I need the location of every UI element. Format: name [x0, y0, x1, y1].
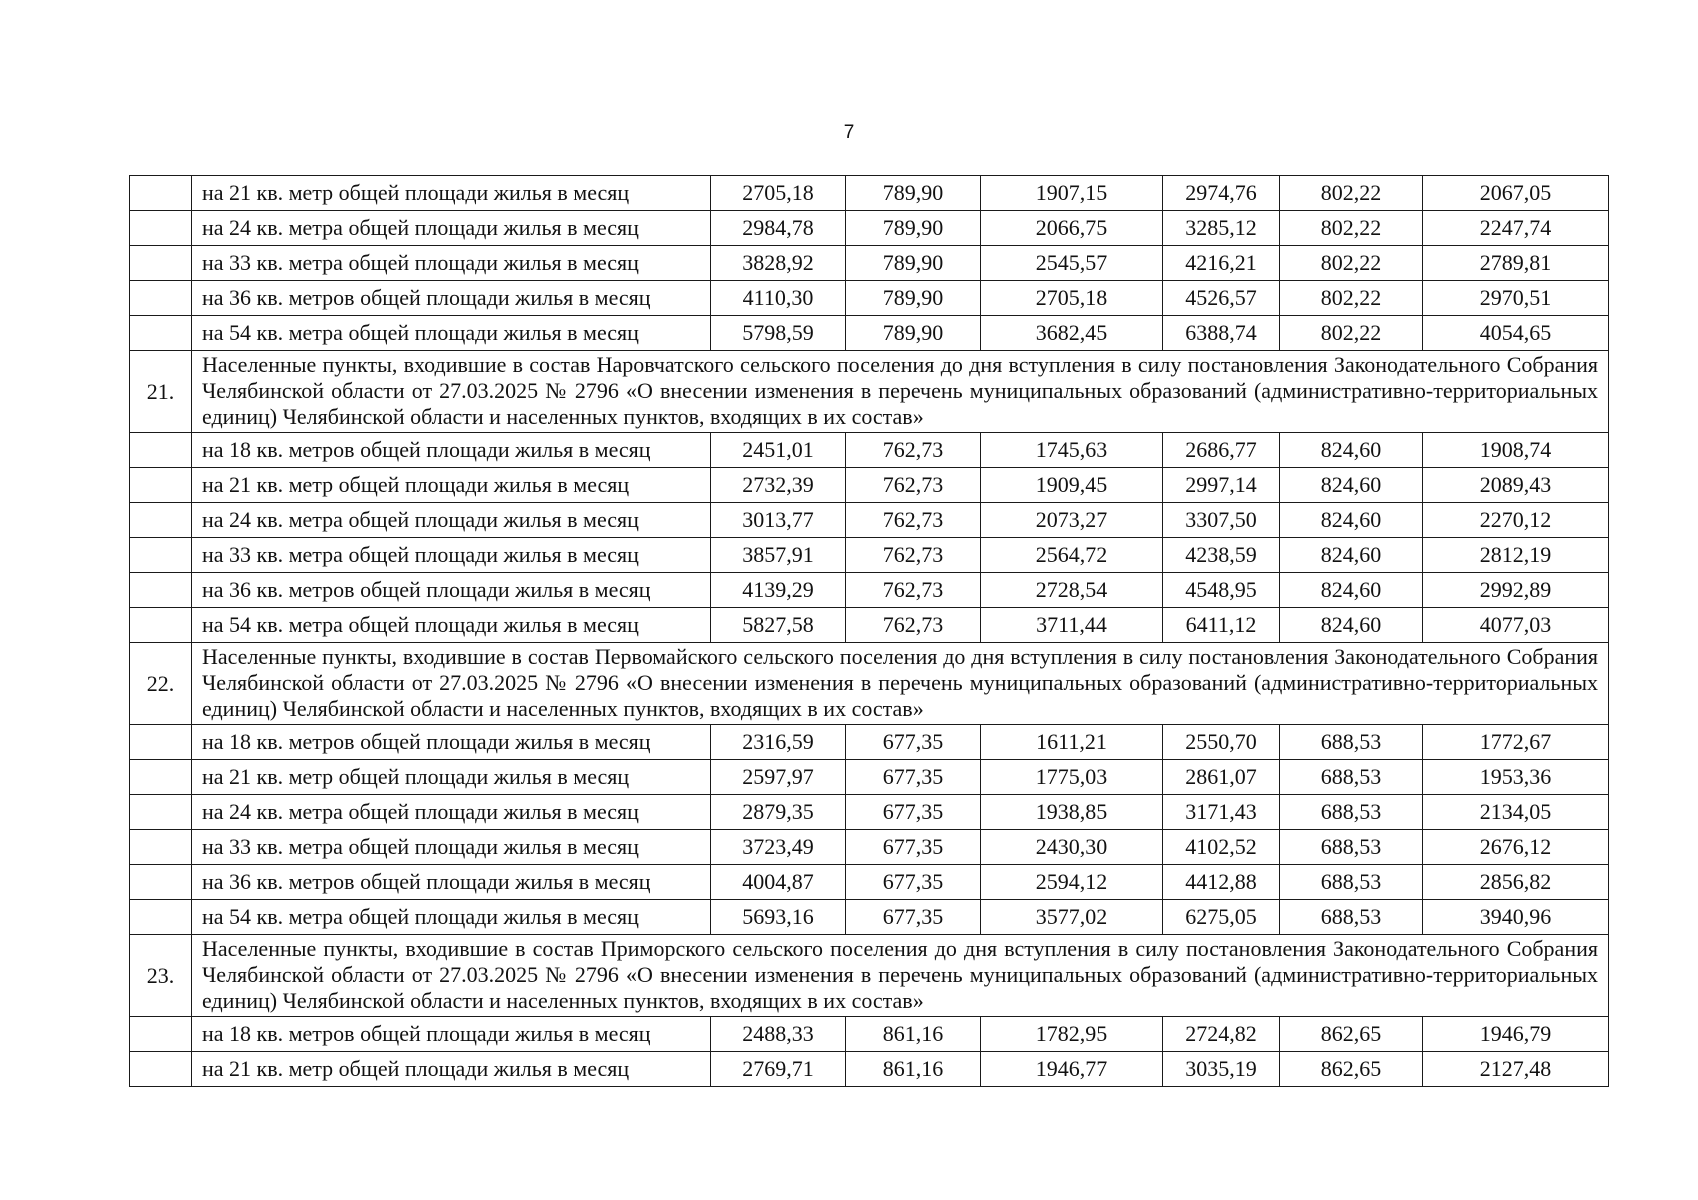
value-cell: 2856,82: [1423, 865, 1609, 900]
value-cell: 824,60: [1280, 538, 1423, 573]
row-number-cell: [130, 795, 192, 830]
row-number-cell: [130, 760, 192, 795]
row-label: на 24 кв. метра общей площади жилья в месяц: [192, 211, 711, 246]
value-cell: 861,16: [846, 1052, 981, 1087]
page-number: 7: [843, 122, 855, 143]
value-cell: 2550,70: [1163, 725, 1280, 760]
value-cell: 2127,48: [1423, 1052, 1609, 1087]
value-cell: 1772,67: [1423, 725, 1609, 760]
table-row: [130, 468, 1609, 503]
value-cell: 2705,18: [711, 176, 846, 211]
value-cell: 762,73: [846, 503, 981, 538]
row-label: на 36 кв. метров общей площади жилья в месяц: [192, 281, 711, 316]
value-cell: 762,73: [846, 538, 981, 573]
value-cell: 824,60: [1280, 503, 1423, 538]
section-header-row: [130, 351, 1609, 433]
value-cell: 3682,45: [981, 316, 1163, 351]
table-row: [130, 433, 1609, 468]
table-row: [130, 900, 1609, 935]
row-number-cell: [130, 281, 192, 316]
value-cell: 2089,43: [1423, 468, 1609, 503]
value-cell: 2724,82: [1163, 1017, 1280, 1052]
table-row: [130, 760, 1609, 795]
value-cell: 2789,81: [1423, 246, 1609, 281]
row-number-cell: [130, 211, 192, 246]
value-cell: 2564,72: [981, 538, 1163, 573]
value-cell: 688,53: [1280, 795, 1423, 830]
row-label: на 18 кв. метров общей площади жилья в месяц: [192, 1017, 711, 1052]
value-cell: 677,35: [846, 900, 981, 935]
value-cell: 2451,01: [711, 433, 846, 468]
table-row: [130, 538, 1609, 573]
table-row: [130, 316, 1609, 351]
value-cell: 2732,39: [711, 468, 846, 503]
value-cell: 6388,74: [1163, 316, 1280, 351]
table-row: [130, 281, 1609, 316]
value-cell: 4004,87: [711, 865, 846, 900]
row-label: на 36 кв. метров общей площади жилья в месяц: [192, 573, 711, 608]
value-cell: 677,35: [846, 795, 981, 830]
row-number-cell: [130, 433, 192, 468]
value-cell: 3723,49: [711, 830, 846, 865]
value-cell: 861,16: [846, 1017, 981, 1052]
value-cell: 2997,14: [1163, 468, 1280, 503]
value-cell: 762,73: [846, 433, 981, 468]
value-cell: 2594,12: [981, 865, 1163, 900]
value-cell: 1907,15: [981, 176, 1163, 211]
row-number-cell: [130, 468, 192, 503]
value-cell: 802,22: [1280, 211, 1423, 246]
value-cell: 789,90: [846, 176, 981, 211]
value-cell: 2705,18: [981, 281, 1163, 316]
value-cell: 3171,43: [1163, 795, 1280, 830]
value-cell: 688,53: [1280, 900, 1423, 935]
value-cell: 3857,91: [711, 538, 846, 573]
value-cell: 688,53: [1280, 830, 1423, 865]
section-title: Населенные пункты, входившие в состав Наровчатского сельского поселения до дня вступления в силу постановления Законодательного Собрания Челябинской области от 27.03.2025 № 2796 «О внесении изменения в перечень муниципальных образований (административно-территориальных единиц) Челябинской области и населенных пунктов, входящих в их состав»: [192, 351, 1609, 433]
row-label: на 24 кв. метра общей площади жилья в месяц: [192, 503, 711, 538]
row-label: на 18 кв. метров общей площади жилья в месяц: [192, 433, 711, 468]
value-cell: 1745,63: [981, 433, 1163, 468]
row-number-cell: [130, 725, 192, 760]
value-cell: 1953,36: [1423, 760, 1609, 795]
row-number-cell: [130, 538, 192, 573]
row-label: на 21 кв. метр общей площади жилья в месяц: [192, 760, 711, 795]
value-cell: 4102,52: [1163, 830, 1280, 865]
value-cell: 688,53: [1280, 725, 1423, 760]
row-label: на 24 кв. метра общей площади жилья в месяц: [192, 795, 711, 830]
value-cell: 677,35: [846, 830, 981, 865]
row-label: на 54 кв. метра общей площади жилья в месяц: [192, 608, 711, 643]
row-number-cell: [130, 900, 192, 935]
value-cell: 3940,96: [1423, 900, 1609, 935]
tariff-table: [129, 175, 1609, 1087]
row-label: на 54 кв. метра общей площади жилья в месяц: [192, 900, 711, 935]
table-row: [130, 503, 1609, 538]
value-cell: 2247,74: [1423, 211, 1609, 246]
table-row: [130, 1052, 1609, 1087]
row-number-cell: [130, 830, 192, 865]
table-row: [130, 246, 1609, 281]
value-cell: 1909,45: [981, 468, 1163, 503]
value-cell: 2686,77: [1163, 433, 1280, 468]
section-number: 22.: [130, 643, 192, 725]
table-row: [130, 608, 1609, 643]
value-cell: 3828,92: [711, 246, 846, 281]
value-cell: 824,60: [1280, 468, 1423, 503]
value-cell: 4077,03: [1423, 608, 1609, 643]
value-cell: 1775,03: [981, 760, 1163, 795]
value-cell: 2067,05: [1423, 176, 1609, 211]
value-cell: 4548,95: [1163, 573, 1280, 608]
value-cell: 1946,77: [981, 1052, 1163, 1087]
row-number-cell: [130, 1052, 192, 1087]
value-cell: 4526,57: [1163, 281, 1280, 316]
value-cell: 2861,07: [1163, 760, 1280, 795]
value-cell: 2992,89: [1423, 573, 1609, 608]
row-label: на 21 кв. метр общей площади жилья в месяц: [192, 468, 711, 503]
section-header-row: [130, 643, 1609, 725]
value-cell: 6411,12: [1163, 608, 1280, 643]
value-cell: 1938,85: [981, 795, 1163, 830]
value-cell: 2316,59: [711, 725, 846, 760]
value-cell: 1611,21: [981, 725, 1163, 760]
value-cell: 5798,59: [711, 316, 846, 351]
row-number-cell: [130, 865, 192, 900]
value-cell: 2270,12: [1423, 503, 1609, 538]
value-cell: 2545,57: [981, 246, 1163, 281]
row-label: на 21 кв. метр общей площади жилья в месяц: [192, 1052, 711, 1087]
value-cell: 2676,12: [1423, 830, 1609, 865]
table-row: [130, 176, 1609, 211]
value-cell: 1946,79: [1423, 1017, 1609, 1052]
value-cell: 2984,78: [711, 211, 846, 246]
value-cell: 677,35: [846, 760, 981, 795]
value-cell: 4412,88: [1163, 865, 1280, 900]
value-cell: 802,22: [1280, 246, 1423, 281]
value-cell: 862,65: [1280, 1052, 1423, 1087]
value-cell: 5827,58: [711, 608, 846, 643]
value-cell: 4238,59: [1163, 538, 1280, 573]
value-cell: 789,90: [846, 246, 981, 281]
value-cell: 1908,74: [1423, 433, 1609, 468]
value-cell: 802,22: [1280, 316, 1423, 351]
value-cell: 688,53: [1280, 865, 1423, 900]
table-row: [130, 830, 1609, 865]
value-cell: 3035,19: [1163, 1052, 1280, 1087]
value-cell: 762,73: [846, 468, 981, 503]
value-cell: 2812,19: [1423, 538, 1609, 573]
value-cell: 688,53: [1280, 760, 1423, 795]
table-row: [130, 1017, 1609, 1052]
value-cell: 1782,95: [981, 1017, 1163, 1052]
value-cell: 3711,44: [981, 608, 1163, 643]
row-number-cell: [130, 503, 192, 538]
table-row: [130, 795, 1609, 830]
value-cell: 824,60: [1280, 573, 1423, 608]
value-cell: 789,90: [846, 211, 981, 246]
value-cell: 3285,12: [1163, 211, 1280, 246]
value-cell: 2974,76: [1163, 176, 1280, 211]
value-cell: 3013,77: [711, 503, 846, 538]
value-cell: 762,73: [846, 608, 981, 643]
value-cell: 862,65: [1280, 1017, 1423, 1052]
section-title: Населенные пункты, входившие в состав Первомайского сельского поселения до дня вступления в силу постановления Законодательного Собрания Челябинской области от 27.03.2025 № 2796 «О внесении изменения в перечень муниципальных образований (административно-территориальных единиц) Челябинской области и населенных пунктов, входящих в их состав»: [192, 643, 1609, 725]
row-number-cell: [130, 176, 192, 211]
section-number: 21.: [130, 351, 192, 433]
table-row: [130, 211, 1609, 246]
value-cell: 4054,65: [1423, 316, 1609, 351]
row-number-cell: [130, 608, 192, 643]
value-cell: 789,90: [846, 316, 981, 351]
value-cell: 2728,54: [981, 573, 1163, 608]
row-number-cell: [130, 573, 192, 608]
value-cell: 6275,05: [1163, 900, 1280, 935]
value-cell: 2430,30: [981, 830, 1163, 865]
value-cell: 2970,51: [1423, 281, 1609, 316]
value-cell: 802,22: [1280, 281, 1423, 316]
value-cell: 802,22: [1280, 176, 1423, 211]
section-header-row: [130, 935, 1609, 1017]
table-body: [130, 176, 1609, 1087]
table-row: [130, 865, 1609, 900]
value-cell: 2488,33: [711, 1017, 846, 1052]
table-row: [130, 725, 1609, 760]
value-cell: 677,35: [846, 865, 981, 900]
value-cell: 3577,02: [981, 900, 1163, 935]
row-label: на 33 кв. метра общей площади жилья в месяц: [192, 538, 711, 573]
row-label: на 21 кв. метр общей площади жилья в месяц: [192, 176, 711, 211]
value-cell: 2879,35: [711, 795, 846, 830]
value-cell: 2769,71: [711, 1052, 846, 1087]
value-cell: 4216,21: [1163, 246, 1280, 281]
row-label: на 33 кв. метра общей площади жилья в месяц: [192, 830, 711, 865]
row-number-cell: [130, 246, 192, 281]
value-cell: 824,60: [1280, 608, 1423, 643]
value-cell: 2073,27: [981, 503, 1163, 538]
value-cell: 677,35: [846, 725, 981, 760]
row-label: на 18 кв. метров общей площади жилья в месяц: [192, 725, 711, 760]
value-cell: 2066,75: [981, 211, 1163, 246]
value-cell: 4110,30: [711, 281, 846, 316]
row-label: на 33 кв. метра общей площади жилья в месяц: [192, 246, 711, 281]
section-number: 23.: [130, 935, 192, 1017]
value-cell: 5693,16: [711, 900, 846, 935]
row-number-cell: [130, 1017, 192, 1052]
row-label: на 36 кв. метров общей площади жилья в месяц: [192, 865, 711, 900]
value-cell: 4139,29: [711, 573, 846, 608]
value-cell: 789,90: [846, 281, 981, 316]
value-cell: 762,73: [846, 573, 981, 608]
row-number-cell: [130, 316, 192, 351]
value-cell: 824,60: [1280, 433, 1423, 468]
value-cell: 2134,05: [1423, 795, 1609, 830]
value-cell: 2597,97: [711, 760, 846, 795]
value-cell: 3307,50: [1163, 503, 1280, 538]
row-label: на 54 кв. метра общей площади жилья в месяц: [192, 316, 711, 351]
section-title: Населенные пункты, входившие в состав Приморского сельского поселения до дня вступления в силу постановления Законодательного Собрания Челябинской области от 27.03.2025 № 2796 «О внесении изменения в перечень муниципальных образований (административно-территориальных единиц) Челябинской области и населенных пунктов, входящих в их состав»: [192, 935, 1609, 1017]
table-row: [130, 573, 1609, 608]
